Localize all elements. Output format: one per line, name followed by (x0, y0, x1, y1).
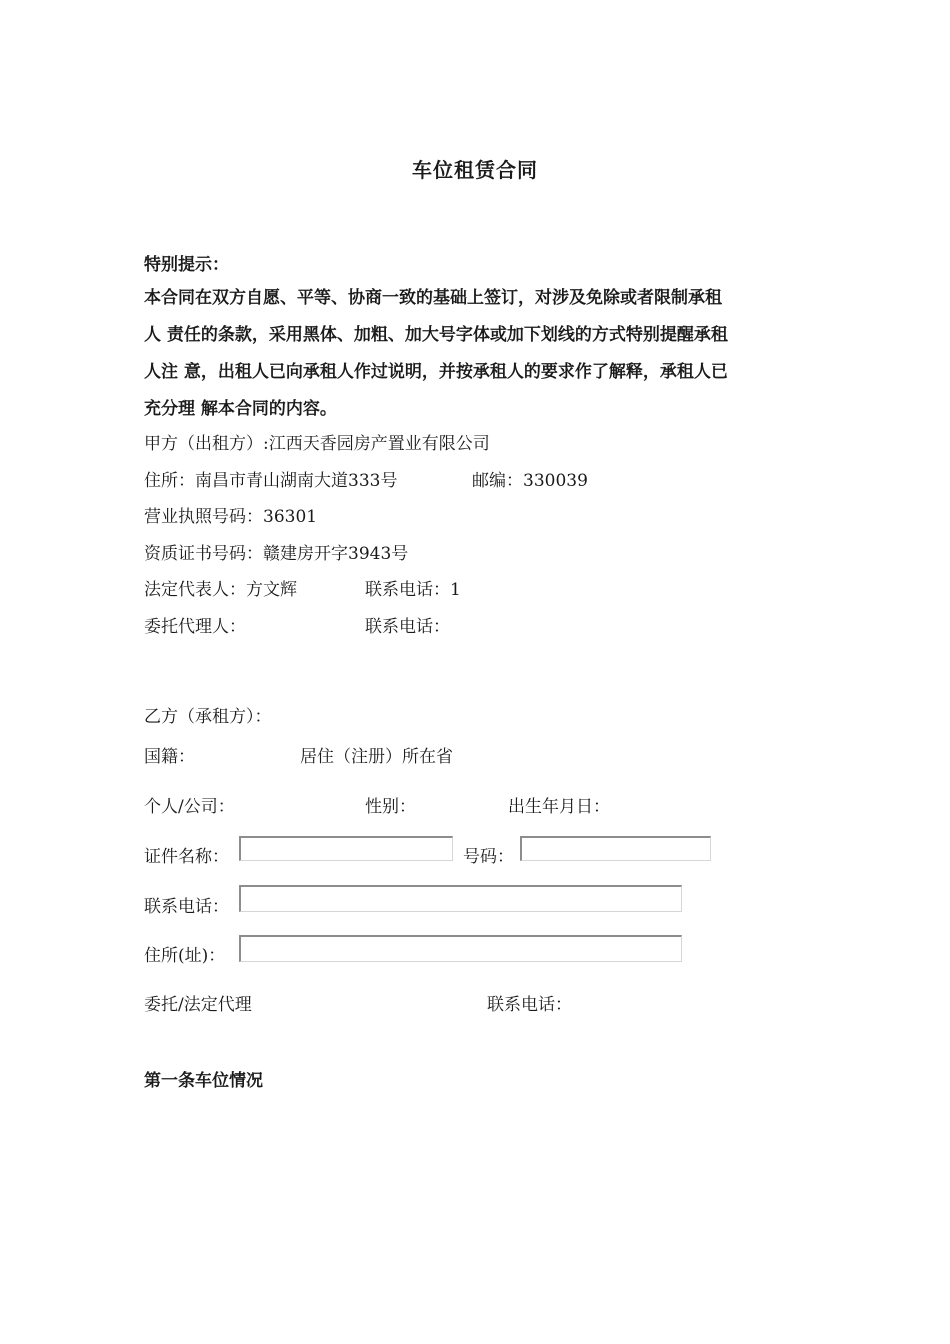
party-b-gender: 性别： (365, 797, 416, 817)
section-heading: 第一条车位情况 (144, 1071, 263, 1091)
party-b-phone-label: 联系电话： (144, 897, 229, 917)
party-b-agent-phone: 联系电话： (487, 995, 572, 1015)
party-a-postcode: 邮编：330039 (472, 471, 588, 491)
party-b-residence: 居住（注册）所在省 (300, 747, 453, 767)
party-a-rep: 法定代表人：方文辉 (144, 580, 297, 600)
notice-body (144, 286, 810, 434)
party-b-id-name-label: 证件名称： (144, 847, 229, 867)
party-b-nationality: 国籍： (144, 747, 195, 767)
party-a-agent-phone: 联系电话： (365, 617, 450, 637)
party-a-cert: 资质证书号码：赣建房开字3943号 (144, 544, 409, 564)
document-title: 车位租赁合同 (412, 158, 538, 182)
address-field[interactable] (239, 935, 682, 962)
id-number-field[interactable] (520, 836, 711, 861)
party-b-id-number-label: 号码： (463, 847, 514, 867)
phone-field[interactable] (239, 885, 682, 912)
party-b-person: 个人/公司： (144, 797, 235, 817)
notice-line: 充分理 解本合同的内容。 (144, 399, 337, 419)
notice-line: 人 责任的条款，采用黑体、加粗、加大号字体或加下划线的方式特别提醒承租 (144, 325, 728, 345)
party-a-license: 营业执照号码：36301 (144, 507, 318, 527)
notice-line: 人注 意，出租人已向承租人作过说明，并按承租人的要求作了解释，承租人已 (144, 362, 728, 382)
party-b-agent: 委托/法定代理 (144, 995, 252, 1015)
party-b-address-label: 住所(址)： (144, 946, 226, 966)
notice-line: 本合同在双方自愿、平等、协商一致的基础上签订，对涉及免除或者限制承租 (144, 288, 722, 308)
party-b-birth: 出生年月日： (508, 797, 610, 817)
party-a-agent: 委托代理人： (144, 617, 246, 637)
party-b-header: 乙方（承租方）： (144, 707, 272, 727)
notice-heading: 特别提示： (144, 255, 229, 275)
party-a-rep-phone: 联系电话：1 (365, 580, 461, 600)
party-a-address: 住所：南昌市青山湖南大道333号 (144, 471, 398, 491)
id-name-field[interactable] (239, 836, 453, 861)
party-a-header: 甲方（出租方）:江西天香园房产置业有限公司 (144, 434, 490, 454)
